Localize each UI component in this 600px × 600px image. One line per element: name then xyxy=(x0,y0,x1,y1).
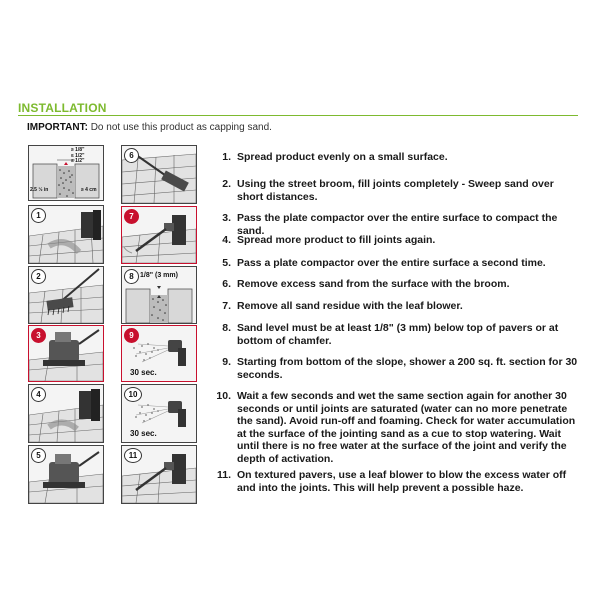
step-1-number: 1 xyxy=(31,208,46,223)
joint-max-label-2: ≤ 1/2" xyxy=(71,158,85,164)
figure-step-1 xyxy=(28,205,104,264)
figure-step-7 xyxy=(121,206,197,264)
figure-step-4 xyxy=(28,384,104,443)
step-3-number: 3 xyxy=(31,328,46,343)
joint-left-dim: 2.5 ½ in xyxy=(30,187,49,193)
figure-step-9 xyxy=(121,325,197,382)
sand-gap-label: 1/8" (3 mm) xyxy=(140,272,178,279)
step-10-number: 10 xyxy=(124,387,142,402)
figure-step-2 xyxy=(28,266,104,324)
step-2-number: 2 xyxy=(31,269,46,284)
joint-max-label: ≤ 1/2" xyxy=(71,153,85,159)
title-rule xyxy=(18,115,578,116)
figure-step-10 xyxy=(121,384,197,443)
joint-right-dim: ≥ 4 cm xyxy=(81,187,97,193)
step-10-timer: 30 sec. xyxy=(130,429,157,438)
joint-min-label: ≥ 1/8" xyxy=(71,147,85,153)
figure-step-11 xyxy=(121,445,197,504)
step-9-timer: 30 sec. xyxy=(130,368,157,377)
joint-section-figure xyxy=(28,145,104,201)
section-title: INSTALLATION xyxy=(18,101,107,115)
step-7-number: 7 xyxy=(124,209,139,224)
figure-step-8 xyxy=(121,266,197,324)
important-note xyxy=(27,122,272,133)
important-label: IMPORTANT: xyxy=(27,122,88,133)
step-11-number: 11 xyxy=(124,448,142,463)
figure-step-6 xyxy=(121,145,197,204)
step-8-number: 8 xyxy=(124,269,139,284)
step-6-number: 6 xyxy=(124,148,139,163)
figure-step-3 xyxy=(28,325,104,382)
step-5-number: 5 xyxy=(31,448,46,463)
important-text: Do not use this product as capping sand. xyxy=(87,122,272,133)
step-4-number: 4 xyxy=(31,387,46,402)
step-9-number: 9 xyxy=(124,328,139,343)
figure-step-5 xyxy=(28,445,104,504)
